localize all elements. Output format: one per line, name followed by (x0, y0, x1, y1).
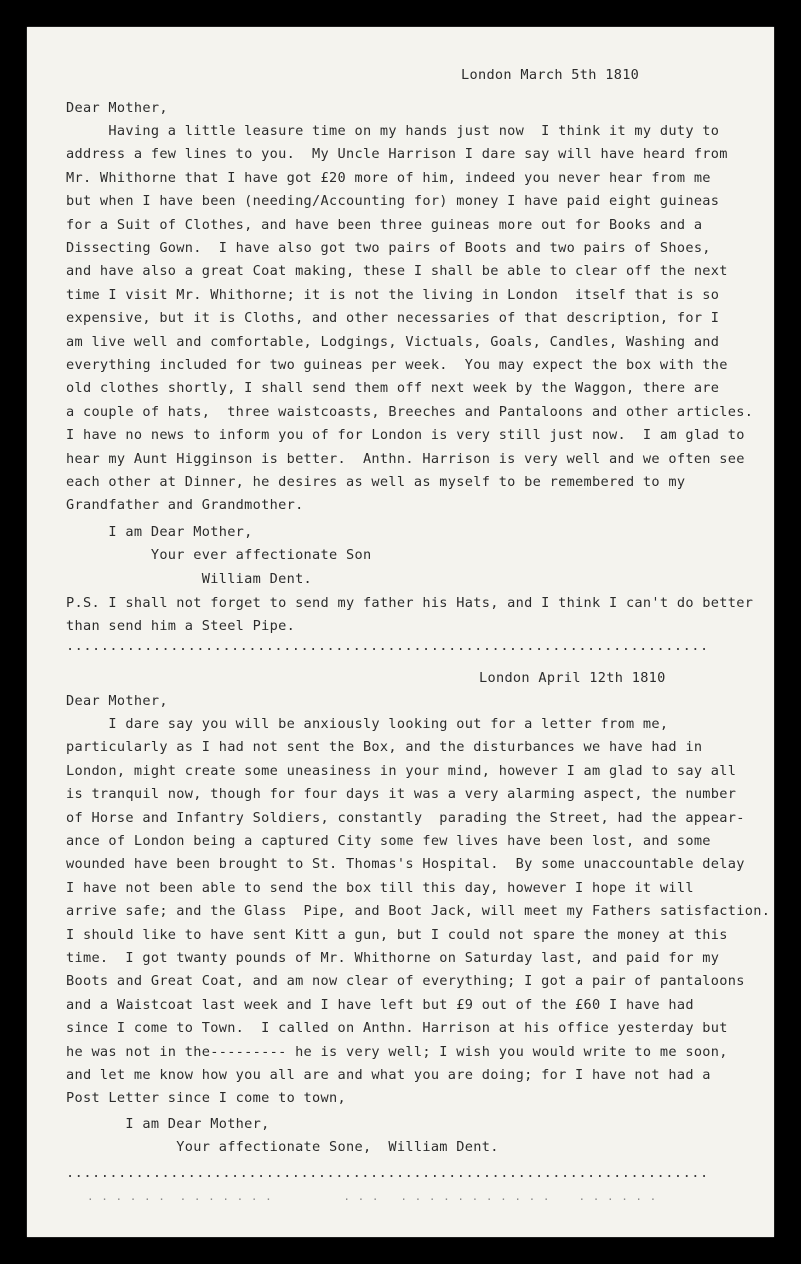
letter-1-salutation: Dear Mother, (66, 100, 168, 116)
text-line: I have no news to inform you of for London is very still just now. I am glad to (66, 427, 745, 444)
text-line: hear my Aunt Higginson is better. Anthn. Harrison is very well and we often see (66, 450, 745, 467)
text-line: London, might create some uneasiness in your mind, however I am glad to say all (66, 762, 737, 779)
text-line: Post Letter since I come to town, (66, 1090, 346, 1107)
text-line: Having a little leasure time on my hands just now I think it my duty to (66, 123, 720, 139)
text-line: am live well and comfortable, Lodgings, Victuals, Goals, Candles, Washing and (66, 333, 720, 350)
text-line: address a few lines to you. My Uncle Harrison I dare say will have heard from (66, 146, 728, 163)
text-line: I am Dear Mother, (66, 1116, 270, 1132)
separator-dots: .......................................................................... (66, 1165, 709, 1181)
text-line: a couple of hats, three waistcoasts, Breeches and Pantaloons and other articles. (66, 403, 754, 420)
text-line: I should like to have sent Kitt a gun, but I could not spare the money at this (66, 926, 728, 943)
text-line: P.S. I shall not forget to send my father his Hats, and I think I can't do better (66, 595, 754, 611)
text-line: Your affectionate Sone, William Dent. (66, 1139, 499, 1156)
text-line: expensive, but it is Cloths, and other necessaries of that description, for I (66, 310, 720, 327)
text-line: each other at Dinner, he desires as well as myself to be remembered to my (66, 474, 686, 490)
text-line: arrive safe; and the Glass Pipe, and Boot Jack, will meet my Fathers satisfaction. (66, 903, 771, 920)
text-line: everything included for two guineas per week. You may expect the box with the (66, 357, 728, 373)
separator-dots: .......................................................................... (66, 638, 709, 654)
text-line: Dissecting Gown. I have also got two pairs of Boots and two pairs of Shoes, (66, 240, 711, 256)
letter-2-salutation: Dear Mother, (66, 693, 168, 709)
text-line: Grandfather and Grandmother. (66, 497, 304, 514)
text-line: is tranquil now, though for four days it was a very alarming aspect, the number (66, 786, 737, 803)
text-line: he was not in the--------- he is very well; I wish you would write to me soon, (66, 1043, 728, 1060)
text-line: time I visit Mr. Whithorne; it is not the living in London itself that is so (66, 286, 720, 303)
text-line: and have also a great Coat making, these I shall be able to clear off the next (66, 263, 728, 280)
text-line: particularly as I had not sent the Box, and the disturbances we have had in (66, 739, 703, 756)
text-line: Boots and Great Coat, and am now clear of everything; I got a pair of pantaloons (66, 973, 745, 990)
text-line: William Dent. (66, 570, 313, 587)
document-page (27, 27, 774, 1237)
text-line: and a Waistcoat last week and I have left but £9 out of the £60 I have had (66, 996, 694, 1013)
text-line: I dare say you will be anxiously looking out for a letter from me, (66, 716, 669, 732)
text-line: time. I got twanty pounds of Mr. Whithorne on Saturday last, and paid for my (66, 950, 720, 966)
text-line: old clothes shortly, I shall send them off next week by the Waggon, there are (66, 380, 720, 397)
text-line: than send him a Steel Pipe. (66, 618, 296, 635)
letter-1-body (66, 123, 766, 523)
text-line: for a Suit of Clothes, and have been three guineas more out for Books and a (66, 216, 703, 233)
separator-dots-faint: . . . . . . . . . . . . . . . . . . . . . . . . . . . . . . . . . (87, 1190, 657, 1203)
text-line: of Horse and Infantry Soldiers, constantly parading the Street, had the appear- (66, 809, 745, 826)
letter-1-dateline: London March 5th 1810 (461, 67, 640, 83)
text-line: Your ever affectionate Son (66, 547, 372, 564)
text-line: since I come to Town. I called on Anthn. Harrison at his office yesterday but (66, 1020, 728, 1037)
text-line: Mr. Whithorne that I have got £20 more of him, indeed you never hear from me (66, 169, 711, 186)
letter-2-dateline: London April 12th 1810 (479, 670, 666, 686)
text-line: ance of London being a captured City some few lives have been lost, and some (66, 833, 711, 849)
letter-2-body (66, 716, 786, 1116)
letter-1-postscript (66, 595, 766, 641)
text-line: I have not been able to send the box till this day, however I hope it will (66, 879, 694, 896)
text-line: wounded have been brought to St. Thomas's Hospital. By some unaccountable delay (66, 856, 745, 873)
text-line: I am Dear Mother, (66, 524, 253, 540)
text-line: but when I have been (needing/Accounting for) money I have paid eight guineas (66, 193, 720, 210)
letter-1-closing (66, 524, 766, 594)
letter-2-closing (66, 1116, 766, 1162)
text-line: and let me know how you all are and what you are doing; for I have not had a (66, 1067, 711, 1083)
